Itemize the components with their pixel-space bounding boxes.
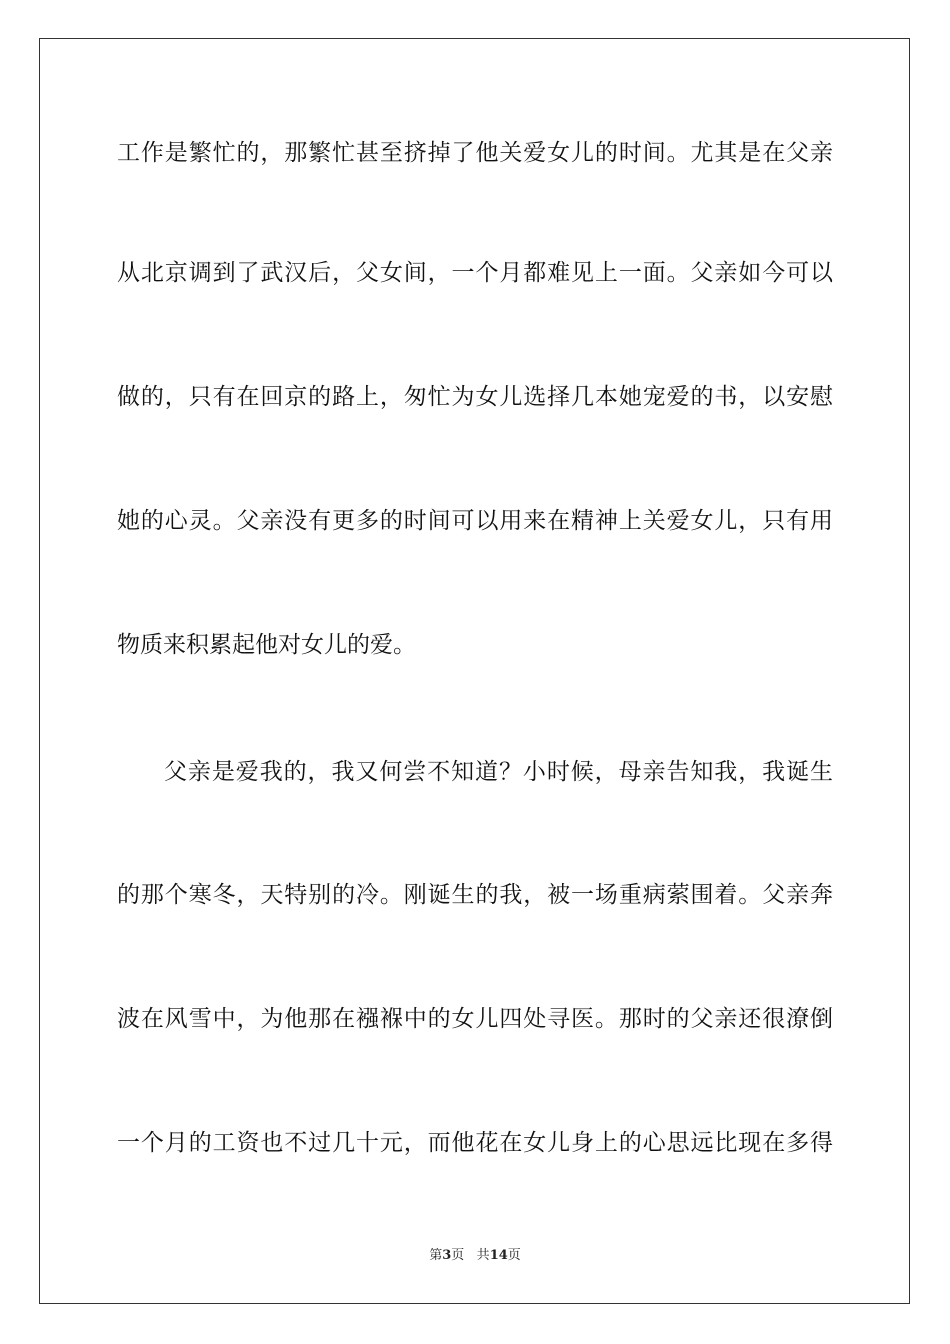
paragraph-line: 工作是繁忙的，那繁忙甚至挤掉了他关爱女儿的时间。尤其是在父亲 bbox=[117, 140, 833, 166]
paragraph-line: 她的心灵。父亲没有更多的时间可以用来在精神上关爱女儿，只有用 bbox=[117, 508, 833, 534]
page-border bbox=[39, 38, 910, 1304]
paragraph-line: 从北京调到了武汉后，父女间，一个月都难见上一面。父亲如今可以 bbox=[117, 260, 833, 286]
paragraph-line: 物质来积累起他对女儿的爱。 bbox=[117, 632, 416, 658]
page-footer bbox=[0, 1248, 950, 1264]
paragraph-line: 父亲是爱我的，我又何尝不知道？小时候，母亲告知我，我诞生 bbox=[164, 759, 833, 785]
paragraph-line: 做的，只有在回京的路上，匆忙为女儿选择几本她宠爱的书，以安慰 bbox=[117, 384, 833, 410]
total-prefix: 共 bbox=[476, 1248, 490, 1263]
total-suffix: 页 bbox=[507, 1248, 521, 1263]
paragraph-line: 的那个寒冬，天特别的冷。刚诞生的我，被一场重病萦围着。父亲奔 bbox=[117, 882, 833, 908]
total-pages: 14 bbox=[489, 1248, 508, 1263]
page-number: 3 bbox=[442, 1248, 452, 1263]
page-prefix: 第 bbox=[429, 1248, 443, 1263]
paragraph-line: 波在风雪中，为他那在襁褓中的女儿四处寻医。那时的父亲还很潦倒 bbox=[117, 1006, 833, 1032]
paragraph-line: 一个月的工资也不过几十元，而他花在女儿身上的心思远比现在多得 bbox=[117, 1130, 833, 1156]
page-suffix: 页 bbox=[451, 1248, 465, 1263]
